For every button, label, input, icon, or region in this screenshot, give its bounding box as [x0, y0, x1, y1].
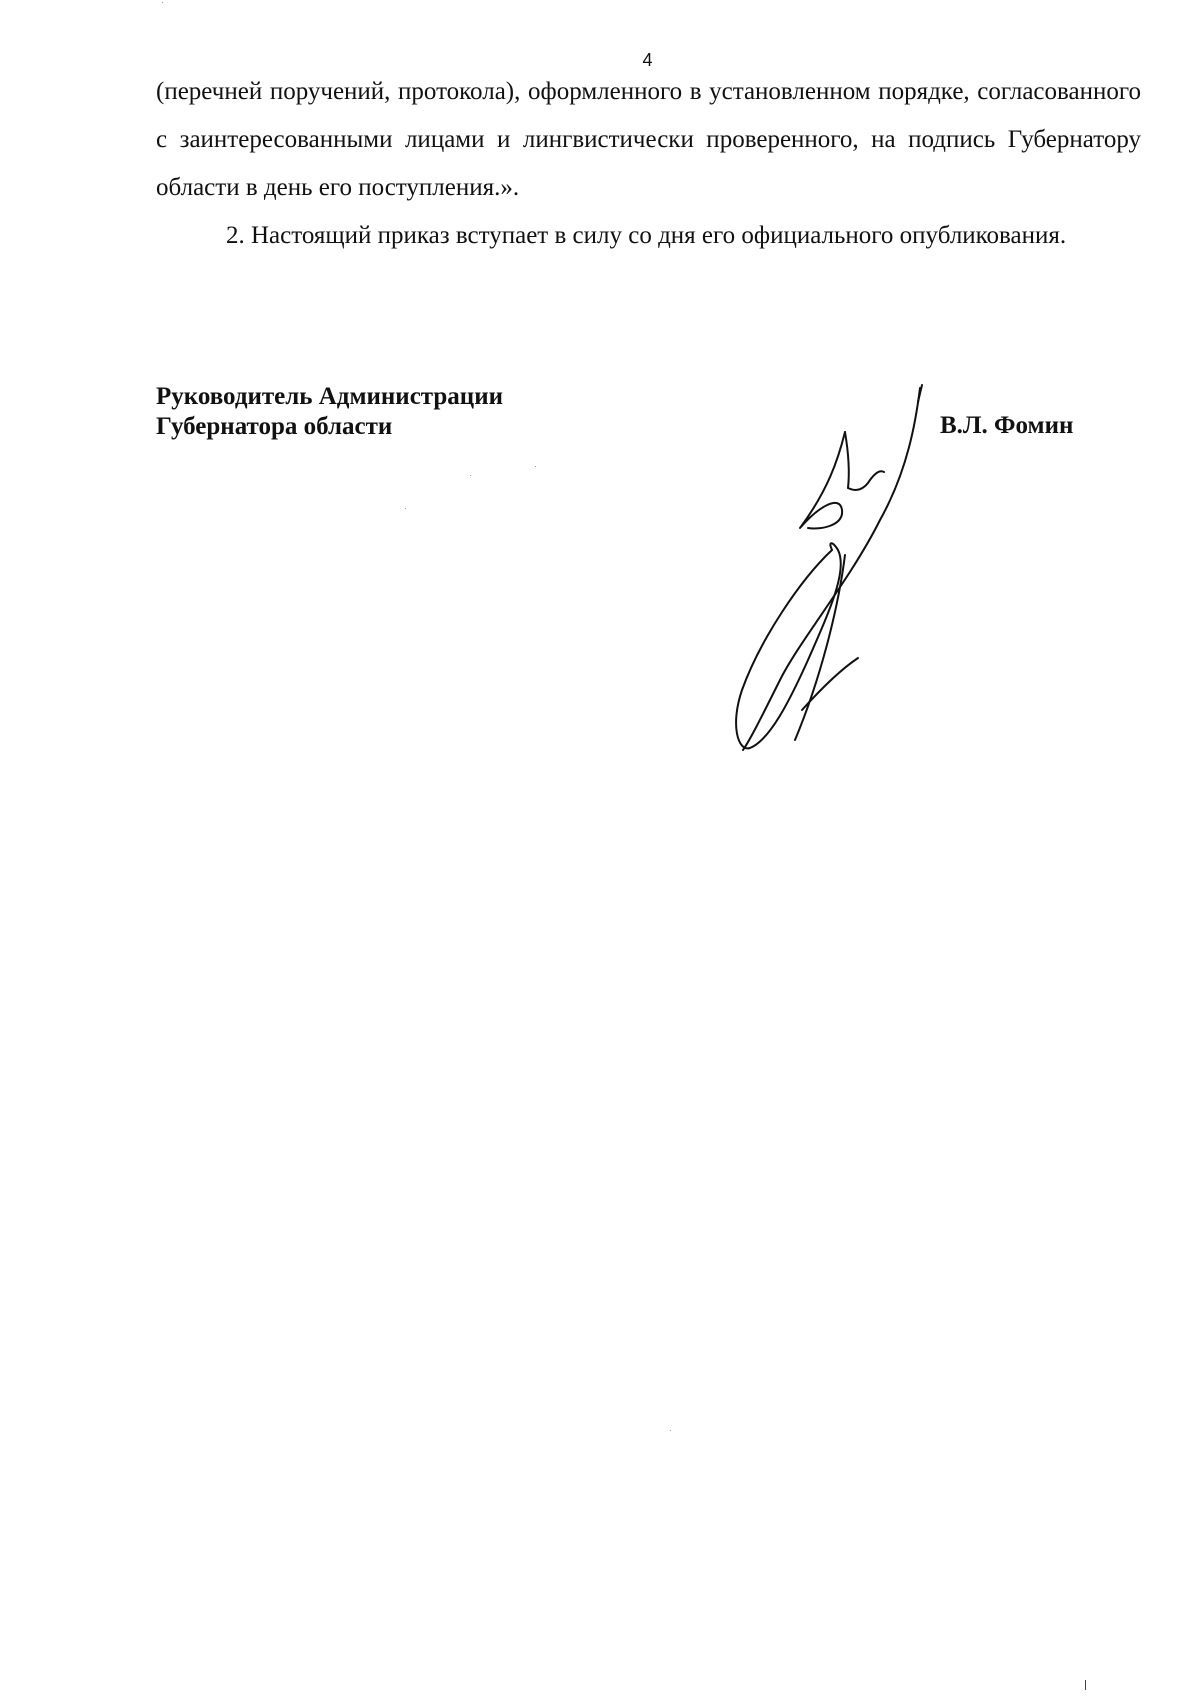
handwritten-signature: [680, 380, 940, 760]
scan-speck: [470, 475, 471, 476]
scan-speck: [405, 508, 406, 509]
signatory-position-line1: Руководитель Администрации: [156, 383, 503, 410]
scan-speck: [670, 1430, 671, 1431]
scan-speck: [162, 2, 163, 3]
scan-mark: [1085, 1680, 1086, 1690]
paragraph-item-2: 2. Настоящий приказ вступает в силу со дня его официального опубликования.: [226, 222, 1067, 249]
signatory-name: В.Л. Фомин: [940, 412, 1074, 439]
paragraph-continuation: (перечней поручений, протокола), оформленного в установленном порядке, согласованного с заинтересованными лицами и лингвистически проверенного, на подпись Губернатору области в день его поступления.».: [156, 78, 1141, 201]
signatory-position-line2: Губернатора области: [156, 413, 393, 440]
page-number: 4: [642, 50, 653, 70]
scan-speck: [535, 466, 536, 467]
signatory-position: [156, 382, 503, 442]
